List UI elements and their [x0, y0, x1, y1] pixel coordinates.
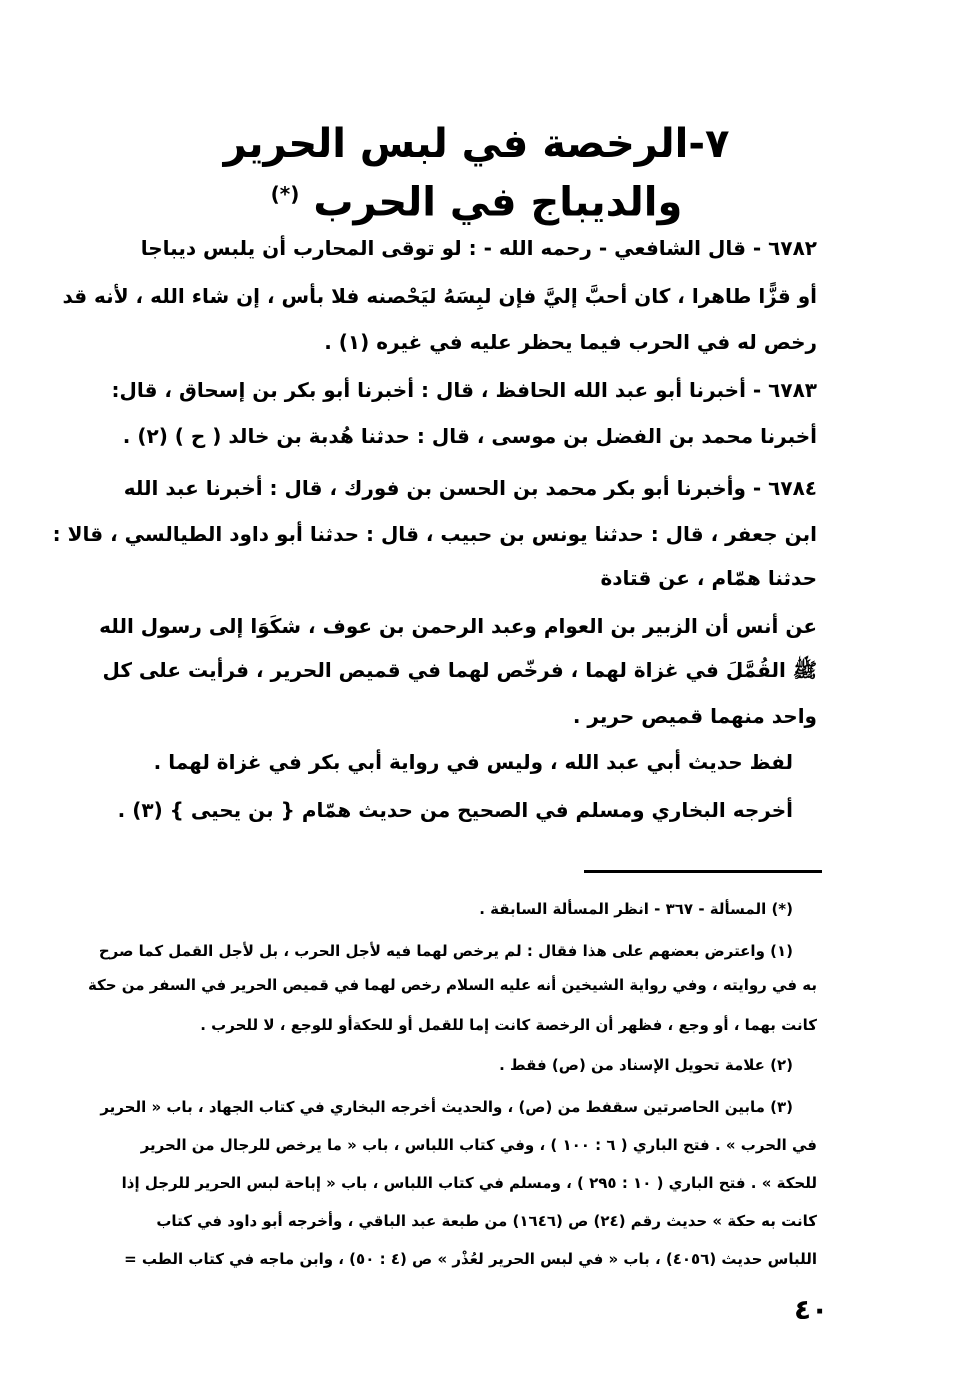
- footnote-line-2: (١) واعترض بعضهم على هذا فقال : لم يرخص لهما فيه لأجل الحرب ، بل لأجل القمل كما صرح: [98, 942, 793, 960]
- body-line-4: ٦٧٨٣ - أخبرنا أبو عبد الله الحافظ ، قال : أخبرنا أبو بكر بن إسحاق ، قال:: [111, 378, 817, 402]
- footnote-line-6: (٣) مابين الحاصرتين سقفط من (ص) ، والحديث أخرجه البخاري في كتاب الجهاد ، باب « الحرير: [100, 1098, 793, 1116]
- body-line-10: ﷺ القُمَّلَ في غزاة لهما ، فرخّص لهما في قميص الحرير ، فرأيت على كل: [102, 658, 817, 682]
- footnote-line-7: في الحرب » . فتح الباري ( ٦ : ١٠٠ ) ، وفي كتاب اللباس ، باب « ما يرخص للرجال من الحرير: [140, 1136, 817, 1154]
- body-line-12: لفظ حديث أبي عبد الله ، وليس في رواية أبي بكر في غزاة لهما .: [153, 750, 793, 774]
- footnote-divider: [584, 870, 822, 873]
- body-line-1: ٦٧٨٢ - قال الشافعي - رحمه الله - : لو توقى المحارب أن يلبس ديباجا: [140, 236, 817, 260]
- footnote-line-3: به في روايته ، وفي رواية الشيخين أنه عليه السلام رخص لهما في قميص الحرير في السفر من حكة: [87, 976, 817, 994]
- chapter-title-footnote-marker: (*): [270, 182, 300, 206]
- body-line-6: ٦٧٨٤ - وأخبرنا أبو بكر محمد بن الحسن بن فورك ، قال : أخبرنا عبد الله: [123, 476, 817, 500]
- footnote-line-8: للحكة » . فتح الباري ( ١٠ : ٢٩٥ ) ، ومسلم في كتاب اللباس ، باب « إباحة لبس الحرير للرجل إذا: [121, 1174, 817, 1192]
- body-line-7: ابن جعفر ، قال : حدثنا يونس بن حبيب ، قال : حدثنا أبو داود الطيالسي ، قالا :: [52, 522, 817, 546]
- footnote-line-4: كانت بهما ، أو وجع ، فظهر أن الرخصة كانت إما للقمل أو للحكةأو للوجع ، لا للحرب .: [200, 1016, 817, 1034]
- chapter-title-line-1: [100, 118, 853, 170]
- footnote-line-9: كانت به حكة » حديث رقم (٢٤) ص (١٦٤٦) من طبعة عبد الباقي ، وأخرجه أبو داود في كتاب: [156, 1212, 817, 1230]
- body-line-2: أو قزًّا طاهرا ، كان أحبَّ إليَّ فإن لبِسَهُ ليَحْصنه فلا بأس ، إن شاء الله ، لأنه قد: [62, 284, 817, 308]
- chapter-title-text-1: ٧-الرخصة في لبس الحرير: [223, 121, 730, 167]
- body-line-13: أخرجه البخاري ومسلم في الصحيح من حديث همّام { بن يحيى } (٣) .: [117, 798, 793, 822]
- chapter-title-line-2: [100, 168, 853, 228]
- footnote-line-1: (*) المسألة - ٣٦٧ - انظر المسألة السابقة .: [479, 900, 793, 918]
- body-line-11: واحد منهما قميص حرير .: [572, 704, 817, 728]
- body-line-5: أخبرنا محمد بن الفضل بن موسى ، قال : حدثنا هُدبة بن خالد ( ح ) (٢) .: [122, 424, 817, 448]
- page-number: ٤٠: [794, 1293, 829, 1326]
- body-line-8: حدثنا همّام ، عن قتادة: [600, 566, 817, 590]
- body-line-3: رخص له في الحرب فيما يحظر عليه في غيره (١) .: [324, 330, 817, 354]
- body-line-9: عن أنس أن الزبير بن العوام وعبد الرحمن بن عوف ، شكَوَا إلى رسول الله: [99, 614, 817, 638]
- chapter-title-text-2: والديباج في الحرب: [313, 179, 683, 226]
- footnote-line-5: (٢) علامة تحويل الإسناد من (ص) فقط .: [499, 1056, 793, 1074]
- footnote-line-10: اللباس حديث (٤٠٥٦) ، باب « في لبس الحرير لعُذْر » ص (٤ : ٥٠) ، وابن ماجه في كتاب الطب =: [124, 1250, 817, 1268]
